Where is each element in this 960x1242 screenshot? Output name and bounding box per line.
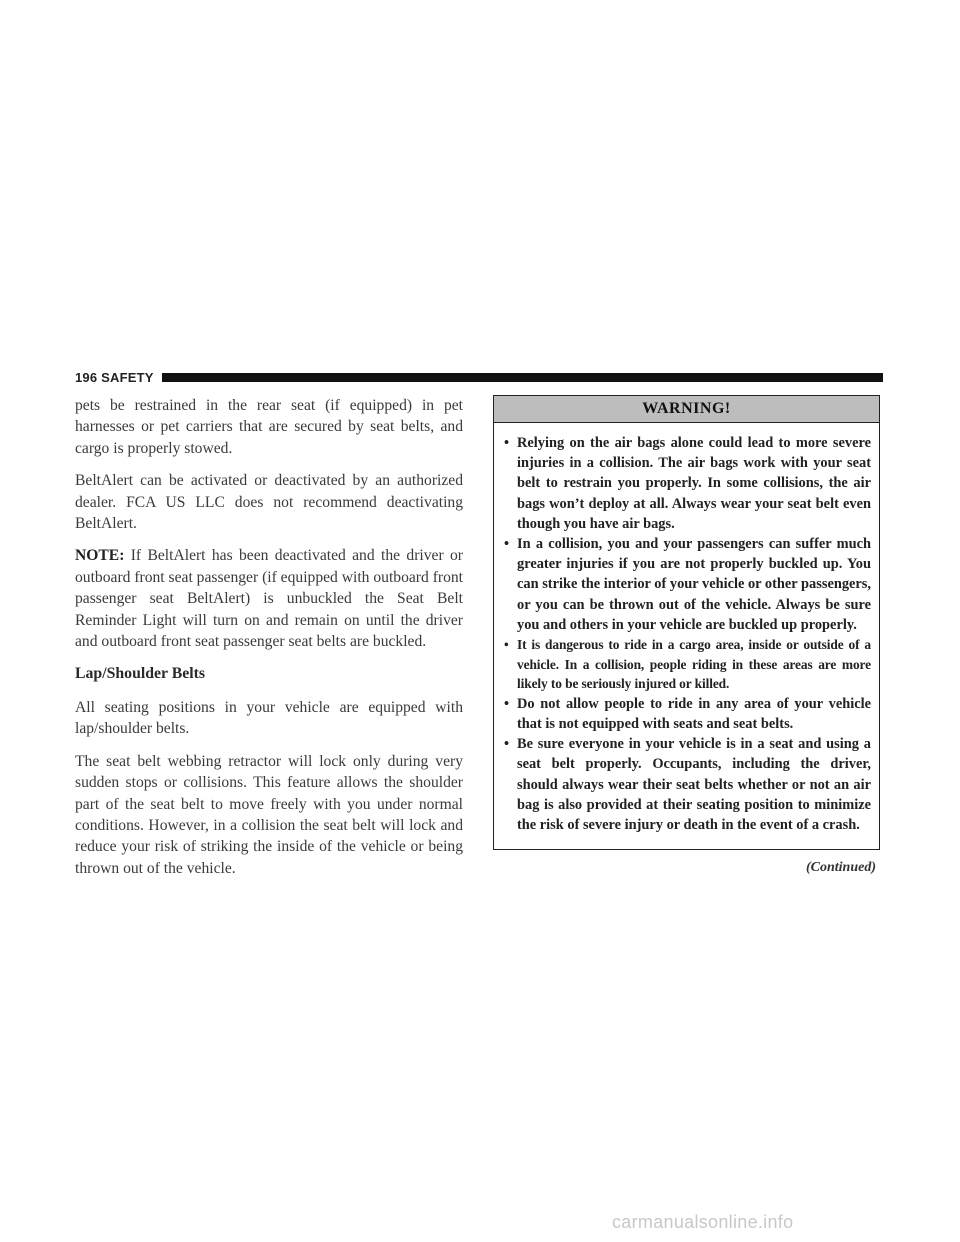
warning-item: • In a collision, you and your passengers can suffer much greater injuries if you are not properly buckled up. You can strike the interior of your vehicle or other passengers, or you can be thrown out of the vehicle. Always be sure you and others in your vehicle are buckled up properly. bbox=[504, 536, 871, 633]
warning-item: • Do not allow people to ride in any area of your vehicle that is not equipped with seats and seat belts. bbox=[504, 695, 871, 733]
left-column bbox=[75, 395, 463, 890]
note-paragraph bbox=[75, 545, 463, 652]
warning-box bbox=[493, 395, 880, 850]
paragraph-pets: pets be restrained in the rear seat (if equipped) in pet harnesses or pet carriers that are secured by seat belts, and cargo is properly stowed. bbox=[75, 397, 463, 457]
bullet-icon: • bbox=[504, 637, 509, 653]
page-header bbox=[75, 370, 883, 384]
bullet-icon: • bbox=[504, 435, 510, 451]
bullet-icon: • bbox=[504, 695, 510, 712]
page-number: 196 bbox=[75, 369, 98, 385]
note-label: NOTE: bbox=[75, 547, 125, 565]
page-header-label bbox=[75, 370, 162, 385]
bullet-icon: • bbox=[504, 736, 510, 753]
watermark: carmanualsonline.info bbox=[612, 1212, 794, 1232]
section-title: SAFETY bbox=[101, 369, 154, 385]
warning-title: WARNING! bbox=[494, 396, 879, 423]
paragraph-beltalert: BeltAlert can be activated or deactivated by an authorized dealer. FCA US LLC does not recommend deactivating BeltAlert. bbox=[75, 472, 463, 533]
paragraph-retractor: The seat belt webbing retractor will lock only during very sudden stops or collisions. This feature allows the shoulder part of the seat belt to move freely with you under normal conditions. However, in a collision the seat belt will lock and reduce your risk of striking the inside of the vehicle or being thrown out of the vehicle. bbox=[75, 752, 463, 877]
warning-list bbox=[494, 423, 879, 835]
warning-item: • Relying on the air bags alone could lead to more severe injuries in a collision. The air bags work with your seat belt to restrain you properly. In some collisions, the air bags won’t deploy at all. Always wear your seat belt even though you have air bags. bbox=[504, 435, 871, 532]
warning-item: • It is dangerous to ride in a cargo area, inside or outside of a vehicle. In a collision, people riding in these areas are more likely to be seriously injured or killed. bbox=[504, 637, 871, 692]
header-rule bbox=[162, 373, 883, 382]
warning-item: • Be sure everyone in your vehicle is in a seat and using a seat belt properly. Occupants, including the driver, should always wear their seat belts whether or not an air bag is also provided at their seating position to minimize the risk of severe injury or death in the event of a crash. bbox=[504, 736, 871, 834]
note-text: If BeltAlert has been deactivated and the driver or outboard front seat passenger (if equipped with outboard front passenger seat BeltAlert) is unbuckled the Seat Belt Reminder Light will turn on and remain on until the driver and outboard front seat passenger seat belts are buckled. bbox=[75, 547, 464, 651]
bullet-icon: • bbox=[504, 536, 510, 553]
continued-label: (Continued) bbox=[805, 860, 876, 875]
subheading-lap-shoulder: Lap/Shoulder Belts bbox=[75, 665, 206, 683]
paragraph-seating: All seating positions in your vehicle are equipped with lap/shoulder belts. bbox=[75, 698, 463, 738]
